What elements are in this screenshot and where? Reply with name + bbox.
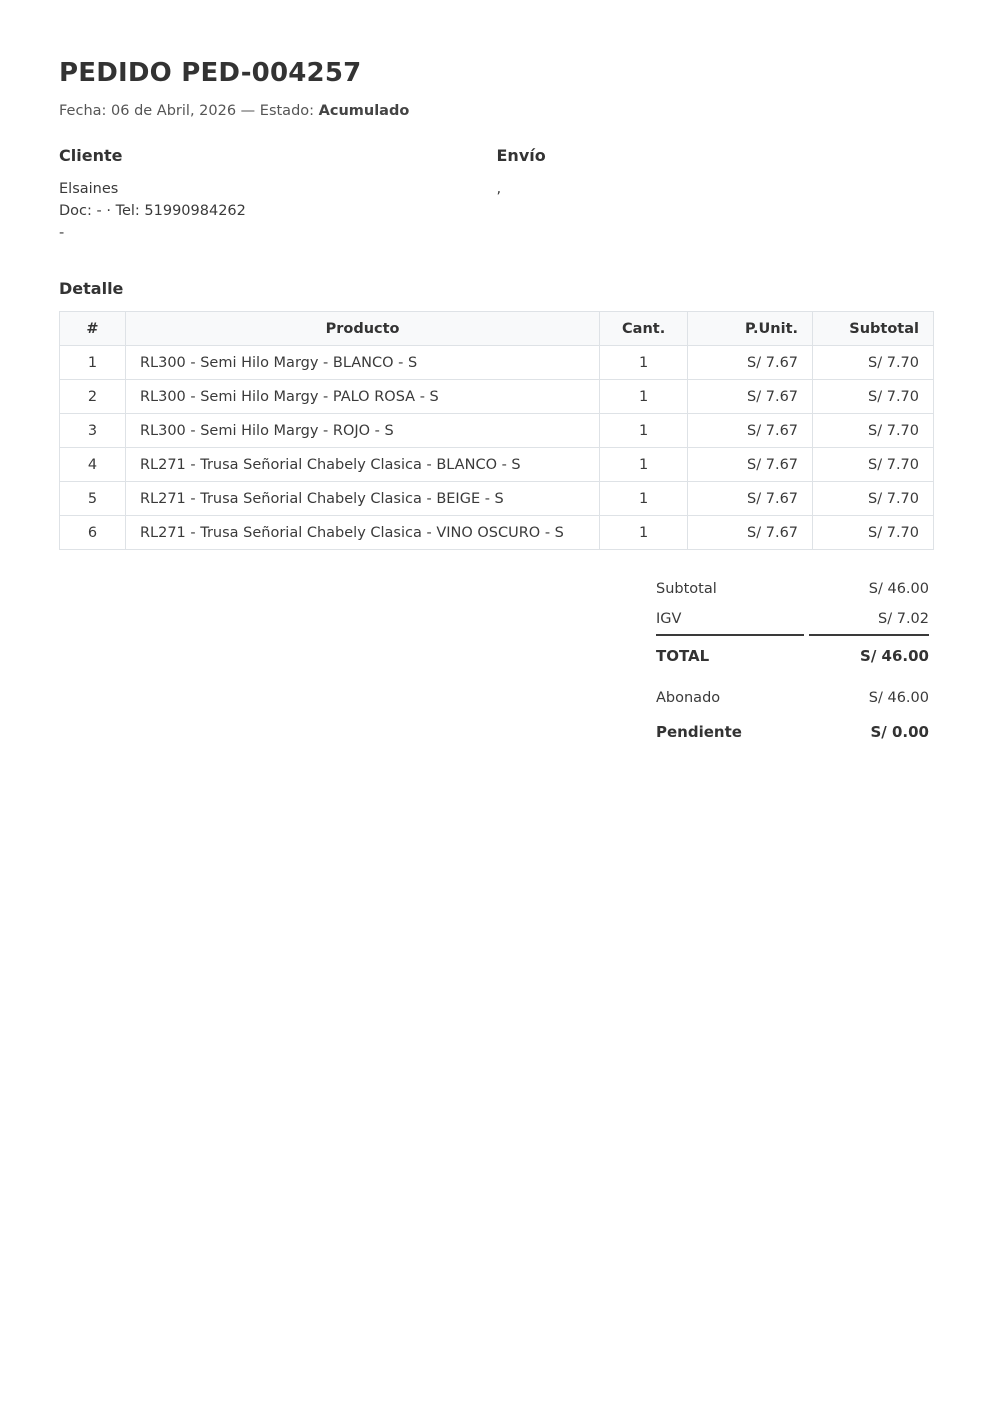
page-title: PEDIDO PED-004257 <box>59 58 362 88</box>
cell-punit: S/ 7.67 <box>688 346 813 380</box>
cell-punit: S/ 7.67 <box>688 448 813 482</box>
cell-producto: RL271 - Trusa Señorial Chabely Clasica - VINO OSCURO - S <box>125 516 599 550</box>
cell-subtotal: S/ 7.70 <box>813 448 934 482</box>
info-columns <box>59 146 934 244</box>
table-row <box>60 448 934 482</box>
cliente-name: Elsaines <box>59 181 119 197</box>
total-value: S/ 46.00 <box>809 634 929 674</box>
cell-cant: 1 <box>600 516 688 550</box>
envio-line: , <box>496 181 502 197</box>
items-table-body <box>60 346 934 550</box>
cell-producto: RL300 - Semi Hilo Margy - PALO ROSA - S <box>125 380 599 414</box>
col-header-cant: Cant. <box>600 312 688 346</box>
pendiente-label: Pendiente <box>656 723 742 741</box>
cell-producto: RL271 - Trusa Señorial Chabely Clasica - BEIGE - S <box>125 482 599 516</box>
cell-num: 2 <box>60 380 126 414</box>
abonado-value: S/ 46.00 <box>868 690 929 706</box>
detalle-heading: Detalle <box>59 279 124 298</box>
cell-punit: S/ 7.67 <box>688 516 813 550</box>
igv-label: IGV <box>656 611 682 627</box>
order-meta-text: Fecha: 06 de Abril, 2026 — Estado: <box>59 103 319 119</box>
cell-num: 6 <box>60 516 126 550</box>
table-row <box>60 482 934 516</box>
total-row <box>656 634 929 674</box>
totals-section <box>59 574 934 748</box>
subtotal-label: Subtotal <box>656 581 717 597</box>
cell-subtotal: S/ 7.70 <box>813 482 934 516</box>
total-label: TOTAL <box>656 634 804 674</box>
abonado-row <box>656 674 929 713</box>
igv-value: S/ 7.02 <box>878 611 929 627</box>
cell-cant: 1 <box>600 346 688 380</box>
cell-punit: S/ 7.67 <box>688 414 813 448</box>
cell-punit: S/ 7.67 <box>688 482 813 516</box>
cell-num: 5 <box>60 482 126 516</box>
col-header-punit: P.Unit. <box>688 312 813 346</box>
table-row <box>60 516 934 550</box>
cell-punit: S/ 7.67 <box>688 380 813 414</box>
items-table <box>59 311 934 550</box>
cell-subtotal: S/ 7.70 <box>813 346 934 380</box>
abonado-label: Abonado <box>656 690 721 706</box>
table-row <box>60 346 934 380</box>
cell-subtotal: S/ 7.70 <box>813 414 934 448</box>
cell-producto: RL271 - Trusa Señorial Chabely Clasica - BLANCO - S <box>125 448 599 482</box>
cell-num: 1 <box>60 346 126 380</box>
col-header-num: # <box>60 312 126 346</box>
cliente-heading: Cliente <box>59 146 123 165</box>
cell-num: 4 <box>60 448 126 482</box>
col-header-producto: Producto <box>125 312 599 346</box>
subtotal-value: S/ 46.00 <box>868 581 929 597</box>
cell-subtotal: S/ 7.70 <box>813 380 934 414</box>
cell-cant: 1 <box>600 380 688 414</box>
cell-cant: 1 <box>600 414 688 448</box>
cell-producto: RL300 - Semi Hilo Margy - ROJO - S <box>125 414 599 448</box>
pendiente-value: S/ 0.00 <box>870 723 929 741</box>
col-header-subtotal: Subtotal <box>813 312 934 346</box>
items-table-header <box>60 312 934 346</box>
pendiente-row <box>656 713 929 748</box>
cell-subtotal: S/ 7.70 <box>813 516 934 550</box>
cliente-section <box>59 146 497 244</box>
totals-table <box>651 574 934 748</box>
envio-heading: Envío <box>496 146 546 165</box>
igv-row <box>656 604 929 634</box>
cell-cant: 1 <box>600 448 688 482</box>
cliente-doc-tel: Doc: - · Tel: 51990984262 <box>59 203 246 219</box>
cliente-address: - <box>59 225 65 241</box>
header-row <box>60 312 934 346</box>
status-badge: Acumulado <box>318 103 410 119</box>
table-row <box>60 414 934 448</box>
order-meta <box>59 103 934 119</box>
subtotal-row <box>656 574 929 604</box>
cell-cant: 1 <box>600 482 688 516</box>
envio-section <box>497 146 935 244</box>
cell-producto: RL300 - Semi Hilo Margy - BLANCO - S <box>125 346 599 380</box>
table-row <box>60 380 934 414</box>
cell-num: 3 <box>60 414 126 448</box>
